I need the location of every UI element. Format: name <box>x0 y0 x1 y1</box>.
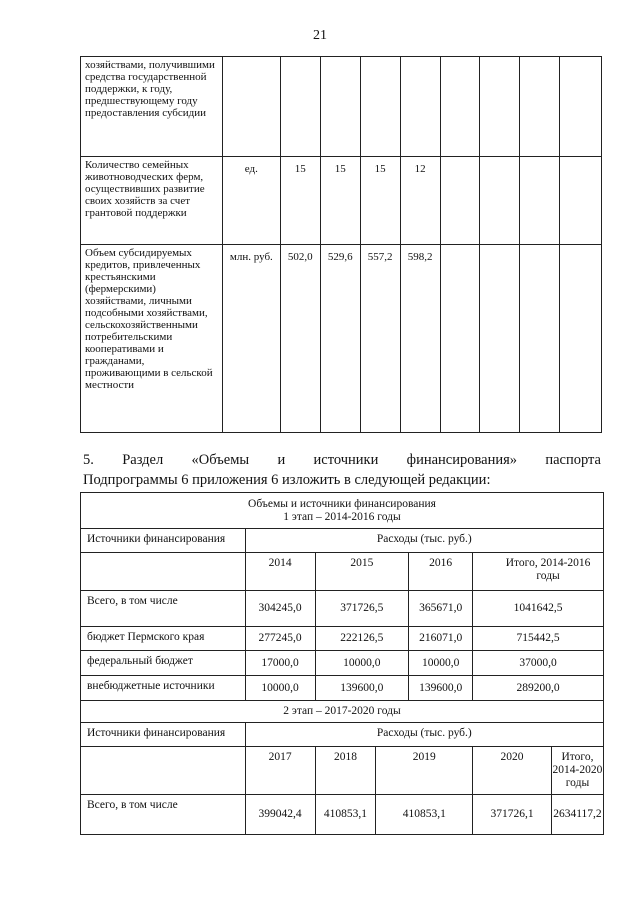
cell-value: 139600,0 <box>409 676 473 701</box>
empty-cell <box>440 57 480 157</box>
sources-header: Источники финансирования <box>81 723 246 747</box>
row-label: Всего, в том числе <box>81 591 246 627</box>
indicators-table <box>80 56 602 433</box>
empty-cell <box>520 57 560 157</box>
empty-cell <box>480 157 520 245</box>
cell-value: 399042,4 <box>245 795 315 835</box>
indicator-value: 598,2 <box>400 245 440 433</box>
finance-title <box>81 493 604 529</box>
stage2-title: 2 этап – 2017-2020 годы <box>81 701 604 723</box>
finance-title-line-1: Объемы и источники финансирования <box>248 497 436 510</box>
indicator-unit <box>222 57 280 157</box>
table-row <box>81 57 602 157</box>
finance-table <box>80 492 604 835</box>
cell-value: 10000,0 <box>315 651 409 676</box>
indicator-value: 15 <box>320 157 360 245</box>
cell-value: 222126,5 <box>315 627 409 651</box>
cell-value: 2634117,2 <box>551 795 603 835</box>
table-row <box>81 795 604 835</box>
year-header: 2018 <box>315 747 376 795</box>
total-header: Итого, 2014-2016 годы <box>473 553 604 591</box>
indicator-value: 15 <box>360 157 400 245</box>
cell-value: 1041642,5 <box>473 591 604 627</box>
expenses-header: Расходы (тыс. руб.) <box>245 529 603 553</box>
empty-cell <box>480 245 520 433</box>
indicator-value: 529,6 <box>320 245 360 433</box>
row-label: Всего, в том числе <box>81 795 246 835</box>
empty-cell <box>480 57 520 157</box>
cell-value: 216071,0 <box>409 627 473 651</box>
cell-value: 17000,0 <box>245 651 315 676</box>
paragraph-line-2: Подпрограммы 6 приложения 6 изложить в следующей редакции: <box>83 472 491 488</box>
table-row <box>81 676 604 701</box>
empty-cell <box>81 553 246 591</box>
indicator-unit: млн. руб. <box>222 245 280 433</box>
cell-value: 410853,1 <box>376 795 473 835</box>
cell-value: 139600,0 <box>315 676 409 701</box>
cell-value: 289200,0 <box>473 676 604 701</box>
cell-value: 715442,5 <box>473 627 604 651</box>
empty-cell <box>81 747 246 795</box>
year-header: 2014 <box>245 553 315 591</box>
empty-cell <box>440 245 480 433</box>
indicator-label: Количество семейных животноводческих ферм, осуществивших развитие своих хозяйств за счет грантовой поддержки <box>81 157 223 245</box>
empty-cell <box>520 157 560 245</box>
cell-value: 277245,0 <box>245 627 315 651</box>
cell-value: 371726,5 <box>315 591 409 627</box>
indicator-value <box>360 57 400 157</box>
row-label: бюджет Пермского края <box>81 627 246 651</box>
year-header: 2015 <box>315 553 409 591</box>
table-row <box>81 493 604 529</box>
year-header: 2019 <box>376 747 473 795</box>
row-label: внебюджетные источники <box>81 676 246 701</box>
empty-cell <box>560 57 602 157</box>
indicator-value: 12 <box>400 157 440 245</box>
indicator-value: 502,0 <box>280 245 320 433</box>
empty-cell <box>560 157 602 245</box>
cell-value: 365671,0 <box>409 591 473 627</box>
table-row <box>81 701 604 723</box>
table-row <box>81 245 602 433</box>
empty-cell <box>520 245 560 433</box>
page-number: 21 <box>313 28 327 43</box>
indicator-value <box>400 57 440 157</box>
cell-value: 304245,0 <box>245 591 315 627</box>
row-label: федеральный бюджет <box>81 651 246 676</box>
empty-cell <box>560 245 602 433</box>
year-header: 2017 <box>245 747 315 795</box>
finance-title-line-2: 1 этап – 2014-2016 годы <box>283 510 401 523</box>
table-row <box>81 651 604 676</box>
indicator-label: Объем субсидируемых кредитов, привлеченных крестьянскими (фермерскими) хозяйствами, личными подсобными хозяйствами, сельскохозяйственными потребительскими кооперативами и гражданами, проживающими в сельской местности <box>81 245 223 433</box>
cell-value: 10000,0 <box>245 676 315 701</box>
table-row <box>81 747 604 795</box>
sources-header: Источники финансирования <box>81 529 246 553</box>
cell-value: 37000,0 <box>473 651 604 676</box>
cell-value: 10000,0 <box>409 651 473 676</box>
table-row <box>81 591 604 627</box>
cell-value: 371726,1 <box>473 795 552 835</box>
table-row <box>81 529 604 553</box>
indicator-value: 15 <box>280 157 320 245</box>
empty-cell <box>440 157 480 245</box>
year-header: 2016 <box>409 553 473 591</box>
indicator-value <box>320 57 360 157</box>
total-header: Итого, 2014-2020 годы <box>551 747 603 795</box>
year-header: 2020 <box>473 747 552 795</box>
indicator-value <box>280 57 320 157</box>
indicator-value: 557,2 <box>360 245 400 433</box>
table-row <box>81 553 604 591</box>
table-row <box>81 157 602 245</box>
table-row <box>81 627 604 651</box>
paragraph-line-1: 5. Раздел «Объемы и источники финансирования» паспорта <box>83 452 601 468</box>
cell-value: 410853,1 <box>315 795 376 835</box>
expenses-header: Расходы (тыс. руб.) <box>245 723 603 747</box>
indicator-unit: ед. <box>222 157 280 245</box>
indicator-label: хозяйствами, получившими средства государственной поддержки, к году, предшествующему году предоставления субсидии <box>81 57 223 157</box>
table-row <box>81 723 604 747</box>
